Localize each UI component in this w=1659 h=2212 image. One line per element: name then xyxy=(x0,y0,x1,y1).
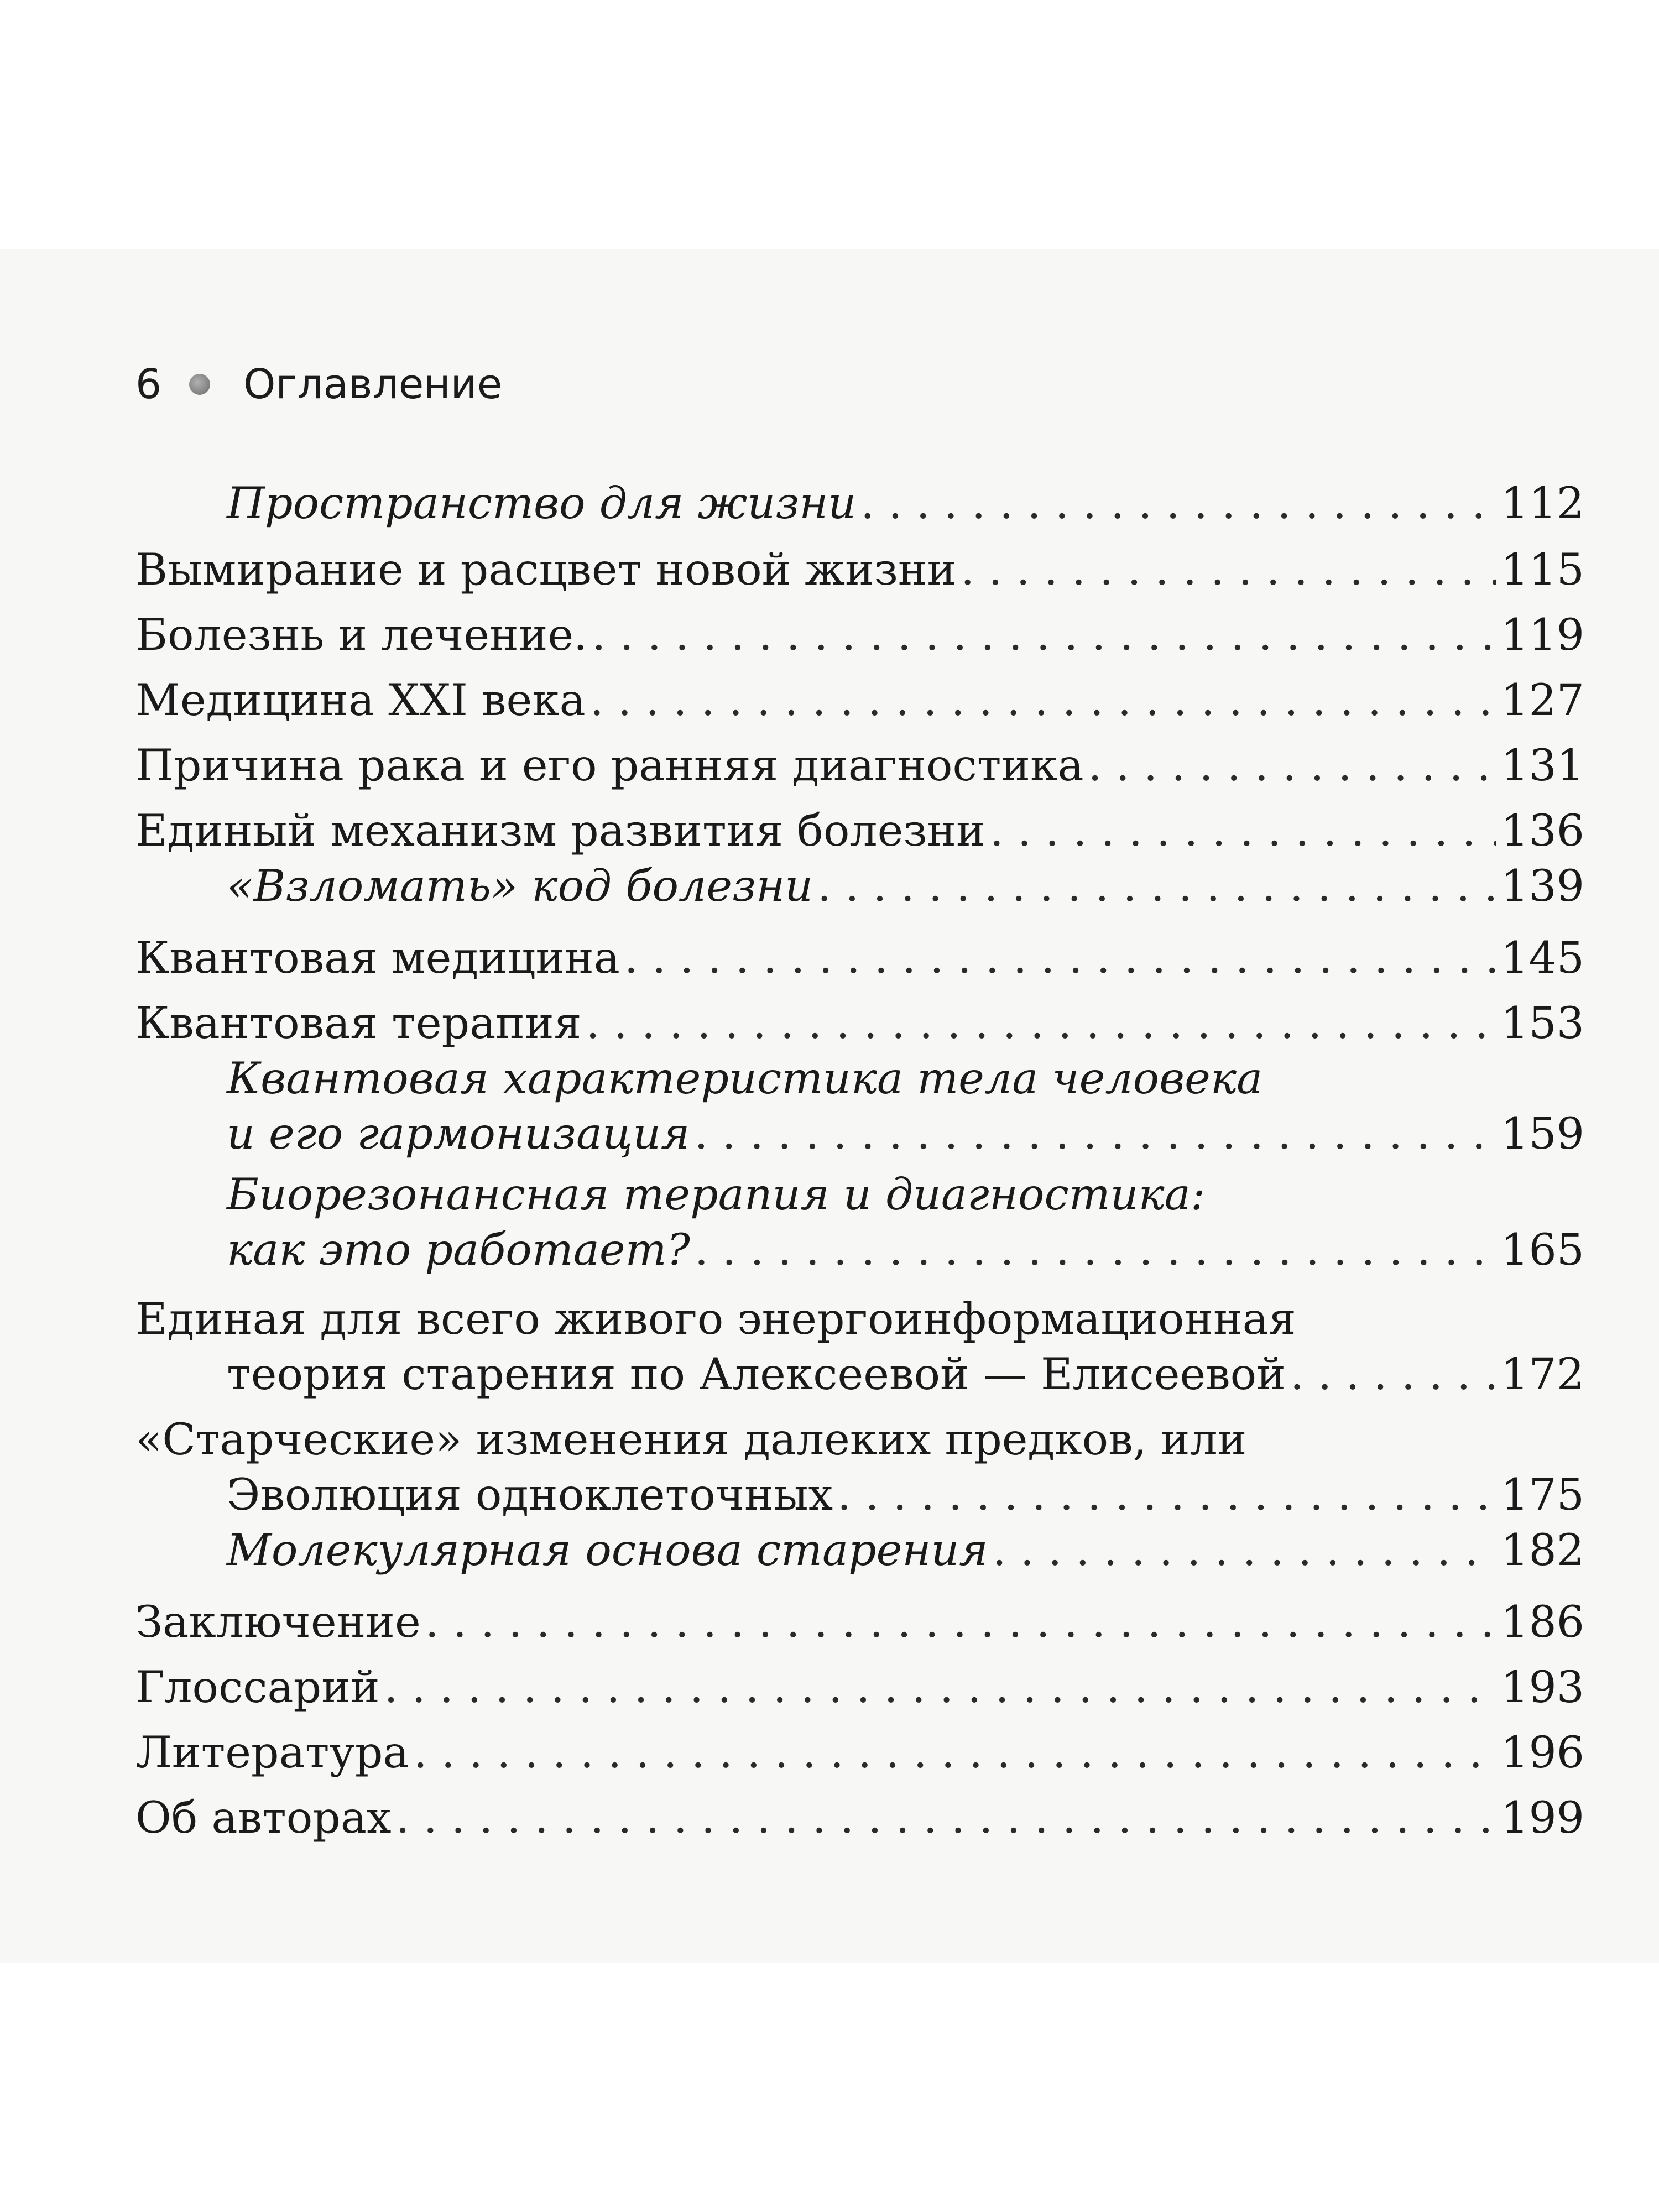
section-title: Оглавление xyxy=(243,361,503,408)
toc-entry[interactable] xyxy=(135,1051,1584,1161)
toc-entry-page: 196 xyxy=(1501,1727,1584,1778)
toc-entry[interactable] xyxy=(135,1660,1584,1715)
toc-entry-page: 172 xyxy=(1501,1349,1584,1400)
dot-leader xyxy=(590,672,1496,728)
dot-leader xyxy=(961,542,1496,597)
toc-entry-title: Литература xyxy=(135,1727,409,1778)
toc-entry-page: 115 xyxy=(1501,544,1584,595)
toc-entry-page: 159 xyxy=(1501,1108,1584,1159)
toc-entry-title: Молекулярная основа старения xyxy=(227,1525,988,1575)
toc-entry[interactable] xyxy=(135,930,1584,985)
dot-leader xyxy=(694,1106,1496,1161)
toc-entry-title-cont: и его гармонизация xyxy=(227,1108,690,1159)
dot-leader xyxy=(990,803,1496,858)
toc-entry[interactable] xyxy=(135,1291,1584,1402)
toc-entry-title: Пространство для жизни xyxy=(227,478,857,529)
toc-entry[interactable] xyxy=(135,738,1584,793)
dot-leader xyxy=(384,1660,1497,1715)
toc-entry-page: 175 xyxy=(1501,1469,1584,1520)
toc-entry[interactable] xyxy=(135,1725,1584,1780)
toc-entry-title-cont: как это работает? xyxy=(227,1224,690,1275)
toc-entry[interactable] xyxy=(135,1412,1584,1522)
dot-leader xyxy=(860,476,1496,531)
toc-entry-title: «Взломать» код болезни xyxy=(227,860,813,911)
toc-entry-title: Глоссарий xyxy=(135,1662,380,1713)
toc-entry-title: Квантовая медицина xyxy=(135,932,620,983)
toc-entry-title: Заключение xyxy=(135,1597,421,1647)
toc-entry-page: 182 xyxy=(1501,1525,1584,1575)
toc-entry-title: Единая для всего живого энергоинформационная xyxy=(135,1293,1296,1344)
toc-entry-page: 153 xyxy=(1501,998,1584,1048)
toc-entry-page: 139 xyxy=(1501,860,1584,911)
toc-entry-page: 199 xyxy=(1501,1792,1584,1843)
dot-leader xyxy=(425,1594,1497,1650)
dot-leader xyxy=(414,1725,1497,1780)
toc-entry[interactable] xyxy=(135,1522,1584,1578)
dot-leader xyxy=(1290,1347,1496,1402)
toc-entry-title: Вымирание и расцвет новой жизни xyxy=(135,544,957,595)
dot-leader xyxy=(592,607,1496,662)
dot-leader xyxy=(817,858,1496,914)
toc-entry-title: Биорезонансная терапия и диагностика: xyxy=(227,1169,1206,1220)
toc-entry-page: 136 xyxy=(1501,805,1584,856)
toc-entry-title-cont: Эволюция одноклеточных xyxy=(227,1469,833,1520)
toc-entry-page: 193 xyxy=(1501,1662,1584,1713)
toc-entry[interactable] xyxy=(135,858,1584,914)
toc-entry-title: Квантовая характеристика тела человека xyxy=(227,1053,1263,1104)
toc-entry-page: 112 xyxy=(1501,478,1584,529)
dot-leader xyxy=(1088,738,1497,793)
toc-entry-page: 186 xyxy=(1501,1597,1584,1647)
toc-entry[interactable] xyxy=(135,607,1584,662)
table-of-contents xyxy=(135,476,1584,1845)
toc-entry[interactable] xyxy=(135,542,1584,597)
toc-entry-title: Об авторах xyxy=(135,1792,392,1843)
toc-entry-title-cont: теория старения по Алексеевой — Елисеевой xyxy=(227,1349,1286,1400)
toc-entry-title: Медицина XXI века xyxy=(135,675,586,726)
page-number: 6 xyxy=(135,361,162,408)
toc-entry[interactable] xyxy=(135,1594,1584,1650)
dot-leader xyxy=(624,930,1496,985)
dot-leader xyxy=(586,995,1496,1051)
bullet-icon xyxy=(189,374,210,395)
toc-entry[interactable] xyxy=(135,1167,1584,1277)
toc-entry[interactable] xyxy=(135,476,1584,531)
toc-entry-title: Квантовая терапия xyxy=(135,998,582,1048)
dot-leader xyxy=(837,1467,1496,1522)
toc-entry-page: 131 xyxy=(1501,740,1584,791)
dot-leader xyxy=(695,1222,1496,1277)
toc-entry-title: Единый механизм развития болезни xyxy=(135,805,985,856)
dot-leader xyxy=(396,1790,1497,1845)
page-header xyxy=(135,354,502,415)
toc-entry[interactable] xyxy=(135,672,1584,728)
dot-leader xyxy=(993,1522,1497,1578)
toc-entry-page: 145 xyxy=(1501,932,1584,983)
toc-entry-title: Болезнь и лечение. xyxy=(135,609,588,660)
toc-entry-page: 119 xyxy=(1501,609,1584,660)
toc-entry-page: 165 xyxy=(1501,1224,1584,1275)
toc-entry-title: Причина рака и его ранняя диагностика xyxy=(135,740,1084,791)
toc-entry[interactable] xyxy=(135,1790,1584,1845)
toc-entry-page: 127 xyxy=(1501,675,1584,726)
toc-entry-title: «Старческие» изменения далеких предков, или xyxy=(135,1414,1247,1465)
toc-entry[interactable] xyxy=(135,995,1584,1051)
toc-entry[interactable] xyxy=(135,803,1584,858)
